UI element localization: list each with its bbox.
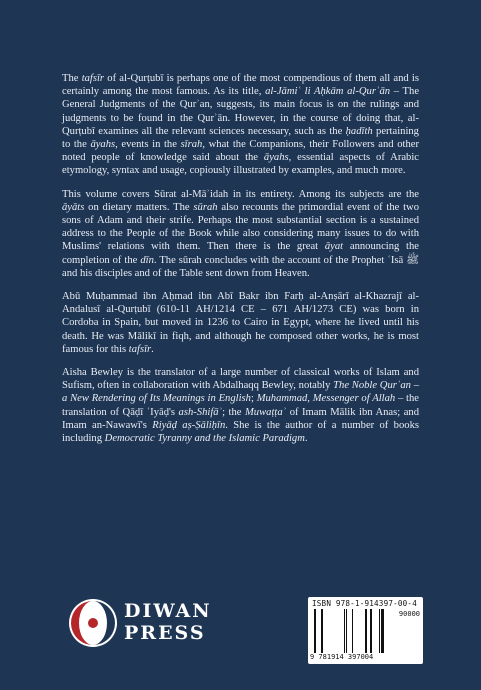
paragraph-volume-contents: This volume covers Sūrat al-Māʾidah in its entirety. Among its subjects are the āyāts on dietary matters. The sūrah also recounts the primordial event of the two sons of Adam and their strife. Perhaps the most substantial section is a sustained address to the People of the Book while also considering many issues to do with Muslims' relations with them. Then there is the great āyat announcing the completion of the dīn. The sūrah concludes with the account of the Prophet ʿIsā ﷺ and his disciples and of the Table sent down from Heaven. [62, 188, 420, 279]
publisher-name-line1: DIWAN [124, 600, 212, 622]
paragraph-translator-bio: Aisha Bewley is the translator of a large number of classical works of Islam and Sufism, often in collaboration with Abdalhaqq Bewley, notably The Noble Qurʾan – a New Rendering of Its Meanings in English; Muhammad, Messenger of Allah – the translation of Qāḍī ʿIyāḍ's ash-Shifāʾ; the Muwaṭṭaʾ of Imam Mālik ibn Anas; and Imam an-Nawawī's Riyāḍ aṣ-Ṣāliḥīn. She is the author of a number of books including Democratic Tyranny and the Islamic Paradigm. [62, 367, 419, 445]
diwan-press-logo-icon [68, 598, 118, 648]
isbn-label: ISBN 978-1-914397-00-4 [312, 599, 417, 608]
paragraph-tafsir-intro: The tafsīr of al-Qurṭubī is perhaps one of the most compendious of them all and is certainly among the most famous. As its title, al-Jāmiʿ li Aḥkām al-Qurʾān – The General Judgments of the Qurʾan, suggests, its main focus is on the rulings and judgments to be found in the Qurʾān. However, in the course of doing that, al-Qurṭubī examines all the relevant sciences necessary, such as the ḥadīth pertaining to the āyahs, events in the sīrah, what the Companions, their Followers and other noted people of knowledge said about the āyahs, essential aspects of Arabic etymology, syntax and usage, copiously illustrated by examples, and much more. [62, 73, 420, 177]
publisher-name-line2: PRESS [124, 622, 206, 644]
paragraph-author-bio: Abū Muḥammad ibn Aḥmad ibn Abī Bakr ibn Farḥ al-Anṣārī al-Khazrajī al-Andalusī al-Qurṭubī (610-11 AH/1214 CE – 671 AH/1273 CE) was born in Cordoba in Spain, but moved in 1236 to Cairo in Egypt, where he lived until his death. He was Mālikī in fiqh, and although he composed other works, he is most famous for this tafsīr. [62, 291, 419, 355]
barcode-digits: 9 781914 397004 [310, 653, 374, 661]
back-cover-blurb [62, 72, 419, 455]
publisher-wordmark [124, 600, 212, 644]
isbn-barcode [308, 597, 423, 664]
barcode-addon-digits: 90000 [398, 610, 420, 618]
